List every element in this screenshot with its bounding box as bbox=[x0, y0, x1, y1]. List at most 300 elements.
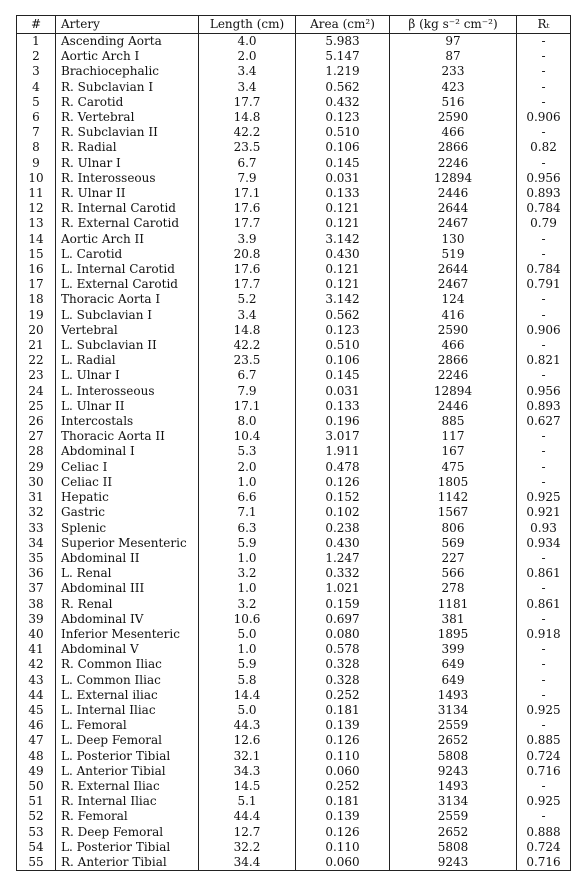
cell-length: 14.8 bbox=[199, 110, 296, 125]
table-row bbox=[17, 429, 571, 444]
cell-artery: R. Ulnar I bbox=[56, 156, 199, 171]
cell-rt: 0.724 bbox=[517, 840, 571, 855]
cell-area: 0.123 bbox=[296, 323, 390, 338]
table-row bbox=[17, 627, 571, 642]
table-row bbox=[17, 34, 571, 50]
cell-rt: - bbox=[517, 338, 571, 353]
cell-rt: - bbox=[517, 64, 571, 79]
cell-length: 17.1 bbox=[199, 399, 296, 414]
cell-rt: - bbox=[517, 95, 571, 110]
cell-length: 3.4 bbox=[199, 308, 296, 323]
table-row bbox=[17, 201, 571, 216]
cell-beta: 2559 bbox=[390, 809, 517, 824]
cell-area: 0.121 bbox=[296, 216, 390, 231]
table-row bbox=[17, 110, 571, 125]
cell-beta: 516 bbox=[390, 95, 517, 110]
cell-number: 49 bbox=[17, 764, 56, 779]
cell-number: 43 bbox=[17, 673, 56, 688]
cell-artery: R. Internal Carotid bbox=[56, 201, 199, 216]
cell-number: 29 bbox=[17, 460, 56, 475]
table-row bbox=[17, 809, 571, 824]
cell-area: 0.252 bbox=[296, 779, 390, 794]
header-length: Length (cm) bbox=[199, 16, 296, 34]
cell-number: 7 bbox=[17, 125, 56, 140]
cell-area: 0.430 bbox=[296, 536, 390, 551]
cell-artery: L. Ulnar II bbox=[56, 399, 199, 414]
table-row bbox=[17, 384, 571, 399]
cell-beta: 124 bbox=[390, 292, 517, 307]
cell-beta: 2446 bbox=[390, 186, 517, 201]
cell-length: 14.5 bbox=[199, 779, 296, 794]
cell-artery: L. Deep Femoral bbox=[56, 733, 199, 748]
cell-area: 0.060 bbox=[296, 855, 390, 871]
cell-beta: 2590 bbox=[390, 110, 517, 125]
cell-length: 23.5 bbox=[199, 353, 296, 368]
table-row bbox=[17, 277, 571, 292]
cell-rt: - bbox=[517, 80, 571, 95]
cell-number: 10 bbox=[17, 171, 56, 186]
cell-artery: R. Radial bbox=[56, 140, 199, 155]
cell-area: 0.133 bbox=[296, 186, 390, 201]
cell-rt: 0.921 bbox=[517, 505, 571, 520]
cell-rt: 0.956 bbox=[517, 384, 571, 399]
table-row bbox=[17, 232, 571, 247]
cell-number: 46 bbox=[17, 718, 56, 733]
cell-artery: R. External Iliac bbox=[56, 779, 199, 794]
cell-length: 12.6 bbox=[199, 733, 296, 748]
cell-length: 44.3 bbox=[199, 718, 296, 733]
cell-length: 5.9 bbox=[199, 657, 296, 672]
cell-beta: 806 bbox=[390, 521, 517, 536]
cell-artery: Aortic Arch I bbox=[56, 49, 199, 64]
cell-length: 23.5 bbox=[199, 140, 296, 155]
cell-rt: - bbox=[517, 34, 571, 50]
cell-rt: 0.925 bbox=[517, 490, 571, 505]
table-row bbox=[17, 292, 571, 307]
cell-artery: Abdominal II bbox=[56, 551, 199, 566]
cell-artery: R. Ulnar II bbox=[56, 186, 199, 201]
cell-number: 6 bbox=[17, 110, 56, 125]
cell-area: 0.080 bbox=[296, 627, 390, 642]
cell-length: 17.6 bbox=[199, 262, 296, 277]
cell-beta: 233 bbox=[390, 64, 517, 79]
cell-beta: 117 bbox=[390, 429, 517, 444]
header-area: Area (cm²) bbox=[296, 16, 390, 34]
cell-area: 0.145 bbox=[296, 368, 390, 383]
cell-rt: 0.925 bbox=[517, 703, 571, 718]
cell-number: 23 bbox=[17, 368, 56, 383]
cell-number: 5 bbox=[17, 95, 56, 110]
cell-number: 42 bbox=[17, 657, 56, 672]
cell-artery: R. External Carotid bbox=[56, 216, 199, 231]
table-body bbox=[17, 34, 571, 871]
cell-artery: Thoracic Aorta II bbox=[56, 429, 199, 444]
cell-artery: Gastric bbox=[56, 505, 199, 520]
cell-beta: 2644 bbox=[390, 201, 517, 216]
cell-rt: 0.956 bbox=[517, 171, 571, 186]
cell-area: 0.430 bbox=[296, 247, 390, 262]
table-row bbox=[17, 642, 571, 657]
cell-rt: - bbox=[517, 688, 571, 703]
cell-artery: L. Interosseous bbox=[56, 384, 199, 399]
cell-length: 5.0 bbox=[199, 627, 296, 642]
table-row bbox=[17, 156, 571, 171]
cell-rt: 0.93 bbox=[517, 521, 571, 536]
cell-area: 5.983 bbox=[296, 34, 390, 50]
cell-beta: 1895 bbox=[390, 627, 517, 642]
cell-beta: 649 bbox=[390, 657, 517, 672]
cell-number: 47 bbox=[17, 733, 56, 748]
cell-rt: 0.893 bbox=[517, 399, 571, 414]
cell-beta: 2446 bbox=[390, 399, 517, 414]
cell-rt: - bbox=[517, 642, 571, 657]
cell-length: 42.2 bbox=[199, 338, 296, 353]
cell-artery: L. Subclavian II bbox=[56, 338, 199, 353]
cell-number: 8 bbox=[17, 140, 56, 155]
cell-area: 0.510 bbox=[296, 338, 390, 353]
cell-beta: 519 bbox=[390, 247, 517, 262]
cell-rt: - bbox=[517, 292, 571, 307]
table-row bbox=[17, 171, 571, 186]
table-row bbox=[17, 323, 571, 338]
cell-number: 31 bbox=[17, 490, 56, 505]
cell-artery: L. Posterior Tibial bbox=[56, 749, 199, 764]
cell-beta: 2467 bbox=[390, 277, 517, 292]
cell-number: 3 bbox=[17, 64, 56, 79]
table-row bbox=[17, 733, 571, 748]
cell-number: 2 bbox=[17, 49, 56, 64]
cell-length: 8.0 bbox=[199, 414, 296, 429]
cell-rt: 0.821 bbox=[517, 353, 571, 368]
table-row bbox=[17, 64, 571, 79]
cell-number: 44 bbox=[17, 688, 56, 703]
cell-rt: - bbox=[517, 247, 571, 262]
cell-rt: - bbox=[517, 368, 571, 383]
cell-artery: R. Anterior Tibial bbox=[56, 855, 199, 871]
cell-artery: Abdominal I bbox=[56, 444, 199, 459]
table-row bbox=[17, 657, 571, 672]
cell-beta: 2467 bbox=[390, 216, 517, 231]
cell-length: 6.6 bbox=[199, 490, 296, 505]
cell-beta: 2644 bbox=[390, 262, 517, 277]
cell-artery: Celiac I bbox=[56, 460, 199, 475]
cell-artery: R. Subclavian I bbox=[56, 80, 199, 95]
cell-area: 0.238 bbox=[296, 521, 390, 536]
cell-number: 26 bbox=[17, 414, 56, 429]
cell-area: 0.328 bbox=[296, 657, 390, 672]
cell-area: 0.181 bbox=[296, 794, 390, 809]
cell-number: 55 bbox=[17, 855, 56, 871]
cell-rt: - bbox=[517, 779, 571, 794]
cell-length: 1.0 bbox=[199, 581, 296, 596]
cell-length: 17.1 bbox=[199, 186, 296, 201]
cell-artery: L. Internal Carotid bbox=[56, 262, 199, 277]
cell-rt: - bbox=[517, 232, 571, 247]
table-row bbox=[17, 444, 571, 459]
cell-beta: 5808 bbox=[390, 749, 517, 764]
cell-artery: Brachiocephalic bbox=[56, 64, 199, 79]
cell-number: 37 bbox=[17, 581, 56, 596]
cell-beta: 227 bbox=[390, 551, 517, 566]
cell-artery: L. Radial bbox=[56, 353, 199, 368]
cell-artery: Thoracic Aorta I bbox=[56, 292, 199, 307]
cell-area: 0.110 bbox=[296, 749, 390, 764]
cell-length: 1.0 bbox=[199, 551, 296, 566]
cell-beta: 2590 bbox=[390, 323, 517, 338]
cell-number: 38 bbox=[17, 597, 56, 612]
cell-area: 0.432 bbox=[296, 95, 390, 110]
cell-number: 22 bbox=[17, 353, 56, 368]
table-row bbox=[17, 794, 571, 809]
cell-length: 1.0 bbox=[199, 642, 296, 657]
cell-rt: - bbox=[517, 657, 571, 672]
cell-beta: 416 bbox=[390, 308, 517, 323]
cell-area: 0.121 bbox=[296, 277, 390, 292]
table-row bbox=[17, 308, 571, 323]
cell-area: 0.328 bbox=[296, 673, 390, 688]
cell-rt: 0.925 bbox=[517, 794, 571, 809]
cell-artery: Splenic bbox=[56, 521, 199, 536]
cell-beta: 12894 bbox=[390, 171, 517, 186]
cell-area: 0.562 bbox=[296, 308, 390, 323]
cell-length: 3.4 bbox=[199, 80, 296, 95]
cell-artery: Celiac II bbox=[56, 475, 199, 490]
cell-area: 0.332 bbox=[296, 566, 390, 581]
cell-length: 17.7 bbox=[199, 216, 296, 231]
cell-area: 1.247 bbox=[296, 551, 390, 566]
cell-beta: 885 bbox=[390, 414, 517, 429]
cell-artery: R. Internal Iliac bbox=[56, 794, 199, 809]
cell-length: 5.1 bbox=[199, 794, 296, 809]
cell-beta: 566 bbox=[390, 566, 517, 581]
cell-number: 51 bbox=[17, 794, 56, 809]
cell-area: 0.106 bbox=[296, 140, 390, 155]
table-row bbox=[17, 49, 571, 64]
table-row bbox=[17, 186, 571, 201]
cell-rt: - bbox=[517, 444, 571, 459]
cell-number: 4 bbox=[17, 80, 56, 95]
cell-area: 0.181 bbox=[296, 703, 390, 718]
cell-beta: 1567 bbox=[390, 505, 517, 520]
cell-rt: - bbox=[517, 551, 571, 566]
header-beta: β (kg s⁻² cm⁻²) bbox=[390, 16, 517, 34]
cell-area: 0.060 bbox=[296, 764, 390, 779]
cell-length: 17.7 bbox=[199, 95, 296, 110]
cell-beta: 2559 bbox=[390, 718, 517, 733]
table-row bbox=[17, 840, 571, 855]
cell-length: 32.2 bbox=[199, 840, 296, 855]
cell-artery: L. Renal bbox=[56, 566, 199, 581]
cell-number: 27 bbox=[17, 429, 56, 444]
table-row bbox=[17, 551, 571, 566]
cell-artery: L. Internal Iliac bbox=[56, 703, 199, 718]
cell-number: 32 bbox=[17, 505, 56, 520]
cell-length: 5.3 bbox=[199, 444, 296, 459]
cell-rt: 0.885 bbox=[517, 733, 571, 748]
cell-length: 3.2 bbox=[199, 566, 296, 581]
cell-length: 5.0 bbox=[199, 703, 296, 718]
cell-number: 17 bbox=[17, 277, 56, 292]
cell-length: 7.9 bbox=[199, 384, 296, 399]
cell-area: 0.133 bbox=[296, 399, 390, 414]
cell-length: 17.7 bbox=[199, 277, 296, 292]
cell-length: 5.2 bbox=[199, 292, 296, 307]
cell-number: 35 bbox=[17, 551, 56, 566]
cell-length: 6.7 bbox=[199, 156, 296, 171]
cell-area: 3.142 bbox=[296, 232, 390, 247]
cell-length: 42.2 bbox=[199, 125, 296, 140]
cell-area: 0.139 bbox=[296, 718, 390, 733]
cell-number: 12 bbox=[17, 201, 56, 216]
cell-rt: 0.791 bbox=[517, 277, 571, 292]
cell-artery: Aortic Arch II bbox=[56, 232, 199, 247]
cell-beta: 569 bbox=[390, 536, 517, 551]
table-row bbox=[17, 490, 571, 505]
cell-rt: - bbox=[517, 156, 571, 171]
cell-number: 19 bbox=[17, 308, 56, 323]
cell-number: 24 bbox=[17, 384, 56, 399]
cell-artery: R. Subclavian II bbox=[56, 125, 199, 140]
table-row bbox=[17, 247, 571, 262]
cell-beta: 278 bbox=[390, 581, 517, 596]
cell-beta: 3134 bbox=[390, 794, 517, 809]
cell-number: 30 bbox=[17, 475, 56, 490]
cell-beta: 381 bbox=[390, 612, 517, 627]
cell-artery: Superior Mesenteric bbox=[56, 536, 199, 551]
cell-rt: - bbox=[517, 612, 571, 627]
cell-rt: - bbox=[517, 429, 571, 444]
cell-area: 0.139 bbox=[296, 809, 390, 824]
cell-artery: Ascending Aorta bbox=[56, 34, 199, 50]
cell-rt: 0.82 bbox=[517, 140, 571, 155]
cell-artery: R. Vertebral bbox=[56, 110, 199, 125]
cell-rt: 0.906 bbox=[517, 323, 571, 338]
cell-artery: Intercostals bbox=[56, 414, 199, 429]
cell-length: 1.0 bbox=[199, 475, 296, 490]
cell-length: 20.8 bbox=[199, 247, 296, 262]
cell-beta: 97 bbox=[390, 34, 517, 50]
cell-length: 6.7 bbox=[199, 368, 296, 383]
cell-length: 5.8 bbox=[199, 673, 296, 688]
cell-area: 0.102 bbox=[296, 505, 390, 520]
cell-area: 1.911 bbox=[296, 444, 390, 459]
cell-length: 10.6 bbox=[199, 612, 296, 627]
cell-length: 14.8 bbox=[199, 323, 296, 338]
cell-number: 34 bbox=[17, 536, 56, 551]
table-row bbox=[17, 718, 571, 733]
cell-beta: 399 bbox=[390, 642, 517, 657]
cell-number: 16 bbox=[17, 262, 56, 277]
table-row bbox=[17, 566, 571, 581]
cell-artery: R. Interosseous bbox=[56, 171, 199, 186]
table-row bbox=[17, 505, 571, 520]
cell-number: 40 bbox=[17, 627, 56, 642]
header-number: # bbox=[17, 16, 56, 34]
cell-rt: 0.861 bbox=[517, 597, 571, 612]
cell-beta: 2866 bbox=[390, 140, 517, 155]
cell-artery: L. Carotid bbox=[56, 247, 199, 262]
cell-length: 44.4 bbox=[199, 809, 296, 824]
cell-number: 33 bbox=[17, 521, 56, 536]
cell-rt: 0.861 bbox=[517, 566, 571, 581]
cell-area: 1.021 bbox=[296, 581, 390, 596]
cell-length: 17.6 bbox=[199, 201, 296, 216]
cell-length: 34.4 bbox=[199, 855, 296, 871]
cell-number: 50 bbox=[17, 779, 56, 794]
cell-artery: R. Common Iliac bbox=[56, 657, 199, 672]
table-row bbox=[17, 353, 571, 368]
cell-beta: 2866 bbox=[390, 353, 517, 368]
cell-rt: 0.79 bbox=[517, 216, 571, 231]
cell-area: 0.121 bbox=[296, 262, 390, 277]
cell-area: 0.478 bbox=[296, 460, 390, 475]
cell-rt: 0.918 bbox=[517, 627, 571, 642]
table-row bbox=[17, 688, 571, 703]
cell-length: 14.4 bbox=[199, 688, 296, 703]
table-row bbox=[17, 581, 571, 596]
cell-number: 18 bbox=[17, 292, 56, 307]
cell-area: 0.578 bbox=[296, 642, 390, 657]
table-row bbox=[17, 80, 571, 95]
cell-artery: R. Femoral bbox=[56, 809, 199, 824]
table-row bbox=[17, 460, 571, 475]
table-row bbox=[17, 140, 571, 155]
table-row bbox=[17, 368, 571, 383]
cell-number: 28 bbox=[17, 444, 56, 459]
cell-artery: R. Renal bbox=[56, 597, 199, 612]
cell-rt: - bbox=[517, 673, 571, 688]
table-row bbox=[17, 764, 571, 779]
table-row bbox=[17, 855, 571, 871]
cell-artery: L. Femoral bbox=[56, 718, 199, 733]
table-header-row bbox=[17, 16, 571, 34]
table-row bbox=[17, 521, 571, 536]
cell-artery: Inferior Mesenteric bbox=[56, 627, 199, 642]
header-rt: Rₜ bbox=[517, 16, 571, 34]
table-row bbox=[17, 749, 571, 764]
cell-area: 0.152 bbox=[296, 490, 390, 505]
cell-beta: 2246 bbox=[390, 156, 517, 171]
cell-beta: 167 bbox=[390, 444, 517, 459]
cell-number: 45 bbox=[17, 703, 56, 718]
header-artery: Artery bbox=[56, 16, 199, 34]
cell-artery: L. Ulnar I bbox=[56, 368, 199, 383]
cell-area: 0.126 bbox=[296, 825, 390, 840]
cell-artery: Abdominal IV bbox=[56, 612, 199, 627]
cell-rt: - bbox=[517, 125, 571, 140]
table-row bbox=[17, 536, 571, 551]
cell-length: 2.0 bbox=[199, 460, 296, 475]
document-page bbox=[16, 15, 570, 871]
cell-rt: 0.716 bbox=[517, 855, 571, 871]
cell-area: 0.196 bbox=[296, 414, 390, 429]
cell-number: 15 bbox=[17, 247, 56, 262]
cell-area: 3.142 bbox=[296, 292, 390, 307]
cell-artery: Abdominal V bbox=[56, 642, 199, 657]
cell-number: 53 bbox=[17, 825, 56, 840]
cell-beta: 1805 bbox=[390, 475, 517, 490]
cell-beta: 2652 bbox=[390, 825, 517, 840]
cell-number: 21 bbox=[17, 338, 56, 353]
cell-beta: 475 bbox=[390, 460, 517, 475]
cell-length: 12.7 bbox=[199, 825, 296, 840]
cell-beta: 1142 bbox=[390, 490, 517, 505]
cell-beta: 3134 bbox=[390, 703, 517, 718]
cell-artery: L. Posterior Tibial bbox=[56, 840, 199, 855]
table-row bbox=[17, 475, 571, 490]
table-row bbox=[17, 399, 571, 414]
cell-area: 0.159 bbox=[296, 597, 390, 612]
